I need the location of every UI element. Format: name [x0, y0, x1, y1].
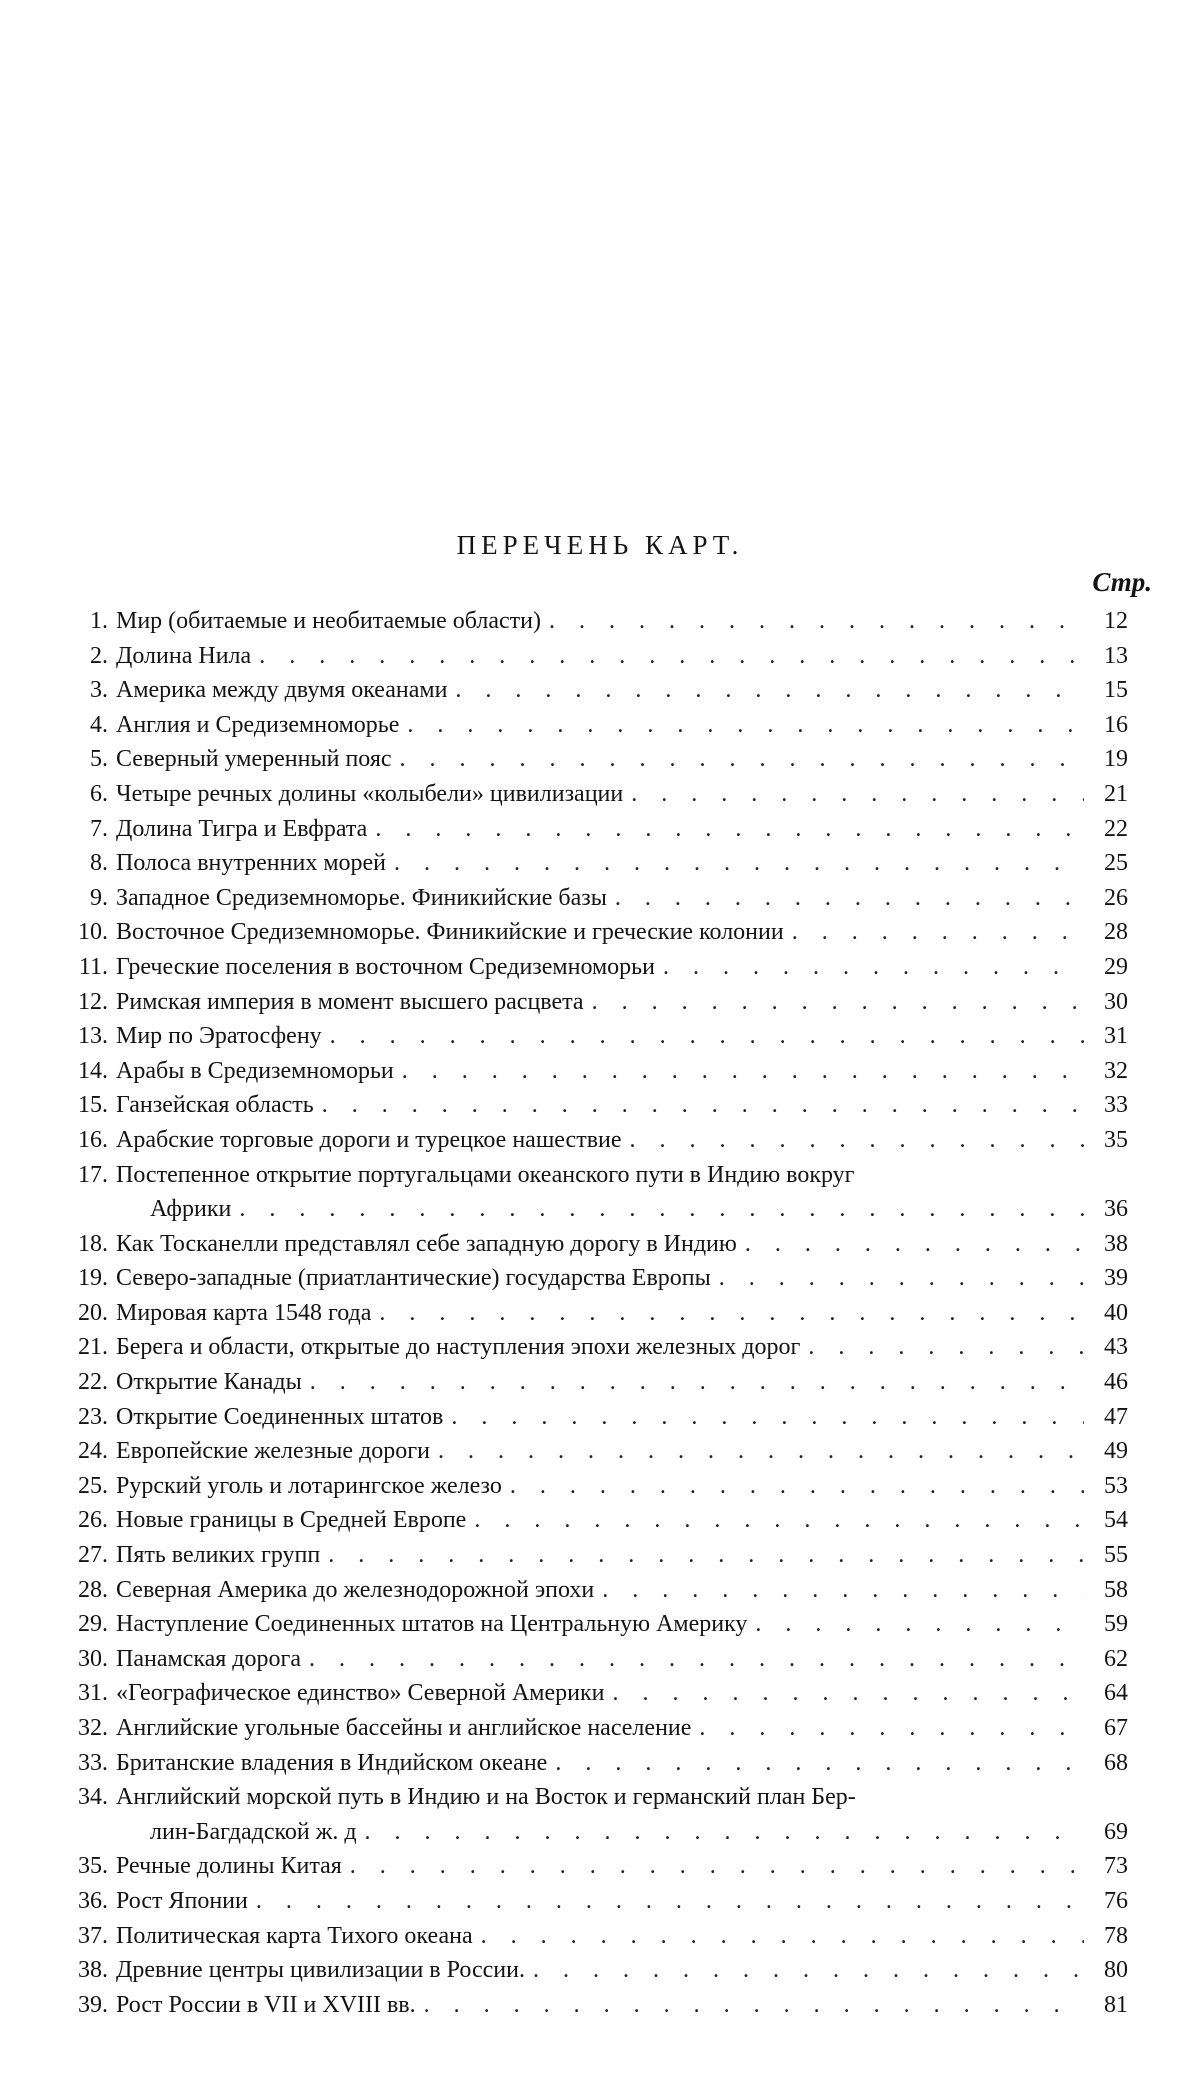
toc-entry: [56, 1849, 1128, 1884]
entry-page-number: 55: [1104, 1542, 1128, 1569]
entry-body: [116, 985, 1128, 1020]
entry-title: Пять великих групп: [116, 1542, 321, 1569]
entry-body: [116, 1642, 1128, 1677]
entry-title: Как Тосканелли представлял себе западную дорогу в Индию: [116, 1230, 737, 1257]
toc-entry: [56, 742, 1128, 777]
dot-leader: [547, 1746, 1084, 1781]
entry-number: 18.: [78, 1230, 108, 1257]
entry-page-number: 62: [1104, 1645, 1128, 1672]
entry-title: Древние центры цивилизации в России.: [116, 1957, 525, 1984]
entry-page-number: 53: [1104, 1472, 1128, 1499]
entry-number: 39.: [78, 1991, 108, 2018]
entry-number: 17.: [78, 1161, 108, 1188]
entry-number: 35.: [78, 1853, 108, 1880]
dot-leader: [447, 673, 1084, 708]
entry-title: Полоса внутренних морей: [116, 850, 387, 877]
entry-title: Рурский уголь и лотарингское железо: [116, 1472, 502, 1499]
entry-number: 24.: [78, 1438, 108, 1465]
dot-leader: [416, 1988, 1084, 2023]
entry-body: [116, 915, 1128, 950]
entry-number: 12.: [78, 988, 108, 1015]
entry-body: [116, 881, 1128, 916]
entry-page-number: 47: [1104, 1403, 1128, 1430]
dot-leader: [322, 1019, 1084, 1054]
toc-entry: [56, 1330, 1128, 1365]
entry-body: [116, 1746, 1128, 1781]
entry-body: [116, 1573, 1128, 1608]
toc-entry: [56, 915, 1128, 950]
dot-leader: [466, 1503, 1084, 1538]
entry-title: Северная Америка до железнодорожной эпохи: [116, 1576, 595, 1603]
entry-body: [116, 1919, 1128, 1954]
dot-leader: [605, 1676, 1085, 1711]
entry-title: Америка между двумя океанами: [116, 677, 448, 704]
dot-leader: [399, 708, 1084, 743]
entry-title-continued: Африки: [150, 1196, 232, 1223]
toc-entry: [56, 1434, 1128, 1469]
entry-body: [116, 1054, 1128, 1089]
dot-leader: [800, 1330, 1084, 1365]
entry-number: 28.: [78, 1576, 108, 1603]
entry-body: [116, 708, 1128, 743]
toc-entry: [56, 1538, 1128, 1573]
entry-title: Арабы в Средиземноморьи: [116, 1057, 394, 1084]
dot-leader: [430, 1434, 1084, 1469]
entry-body: [116, 950, 1128, 985]
toc-entry: [56, 1711, 1128, 1746]
entry-page-number: 38: [1104, 1230, 1128, 1257]
entry-title: Английские угольные бассейны и английское население: [116, 1715, 692, 1741]
toc-entry: [56, 1019, 1128, 1054]
toc-entry: [56, 1988, 1128, 2023]
entry-number: 21.: [78, 1334, 108, 1361]
entry-body: [116, 1711, 1128, 1746]
entry-title: Северный умеренный пояс: [116, 746, 392, 773]
entry-body: [116, 1227, 1128, 1262]
entry-number: 27.: [78, 1542, 108, 1569]
entry-page-number: 35: [1104, 1126, 1128, 1153]
entry-body: [116, 1884, 1128, 1919]
entry-title: Рост Японии: [116, 1887, 248, 1914]
entry-page-number: 16: [1104, 711, 1128, 738]
entry-body: [116, 1330, 1128, 1365]
toc-entry: [56, 1573, 1128, 1608]
entry-title: Мировая карта 1548 года: [116, 1299, 372, 1326]
dot-leader: [302, 1365, 1084, 1400]
dot-leader: [248, 1884, 1084, 1919]
dot-leader: [622, 1123, 1084, 1158]
entry-body: [116, 1434, 1128, 1469]
toc-entry: [56, 1953, 1128, 1988]
entry-page-number: 36: [1104, 1196, 1128, 1223]
entry-page-number: 80: [1104, 1957, 1128, 1984]
entry-continuation: [116, 1815, 1128, 1850]
entry-body: [116, 846, 1128, 881]
entry-body: [116, 1988, 1128, 2023]
entry-title: Четыре речных долины «колыбели» цивилизации: [116, 780, 624, 807]
entry-title: Речные долины Китая: [116, 1853, 342, 1880]
entry-number: 38.: [78, 1957, 108, 1984]
entry-title: Англия и Средиземноморье: [116, 711, 400, 738]
toc-entry: [56, 1780, 1128, 1849]
entry-title: Новые границы в Средней Европе: [116, 1507, 467, 1534]
dot-leader: [541, 604, 1084, 639]
entry-body: [116, 1365, 1128, 1400]
entry-page-number: 39: [1104, 1265, 1128, 1292]
entry-body: [116, 604, 1128, 639]
entry-title: Западное Средиземноморье. Финикийские базы: [116, 884, 607, 911]
entry-page-number: 28: [1104, 919, 1128, 946]
entry-title: Политическая карта Тихого океана: [116, 1922, 473, 1949]
toc-entry: [56, 1884, 1128, 1919]
entry-title: Рост России в VII и XVIII вв.: [116, 1991, 416, 2018]
entry-continuation: [116, 1192, 1128, 1227]
dot-leader: [371, 1296, 1084, 1331]
entry-page-number: 31: [1104, 1023, 1128, 1050]
entry-body: [116, 1849, 1128, 1884]
entry-number: 7.: [90, 815, 108, 842]
entry-body: [116, 1019, 1128, 1054]
entry-page-number: 21: [1104, 780, 1128, 807]
toc-entry: [56, 881, 1128, 916]
dot-leader: [231, 1192, 1084, 1227]
entry-body: [116, 1503, 1128, 1538]
entry-number: 11.: [78, 953, 108, 980]
entry-body: [116, 1296, 1128, 1331]
toc-entry: [56, 1676, 1128, 1711]
toc-entry: [56, 639, 1128, 674]
entry-body: [116, 742, 1128, 777]
entry-page-number: 49: [1104, 1438, 1128, 1465]
entry-page-number: 25: [1104, 850, 1128, 877]
entry-page-number: 19: [1104, 746, 1128, 773]
entry-number: 16.: [78, 1126, 108, 1153]
entry-title: Мир по Эратосфену: [116, 1023, 322, 1050]
entry-body: [116, 1607, 1128, 1642]
dot-leader: [357, 1815, 1084, 1850]
entry-number: 8.: [90, 850, 108, 877]
toc-entry: [56, 604, 1128, 639]
dot-leader: [584, 985, 1084, 1020]
entry-number: 2.: [90, 642, 108, 669]
toc-entry: [56, 1607, 1128, 1642]
entry-body: [116, 1780, 1128, 1849]
entry-title: Мир (обитаемые и необитаемые области): [116, 608, 541, 634]
entry-page-number: 29: [1104, 953, 1128, 980]
entry-title: Долина Нила: [116, 642, 252, 669]
toc-entry: [56, 673, 1128, 708]
entry-body: [116, 1261, 1128, 1296]
entry-page-number: 13: [1104, 642, 1128, 669]
toc-entry: [56, 1054, 1128, 1089]
entry-title: Британские владения в Индийском океане: [116, 1749, 548, 1776]
dot-leader: [314, 1088, 1084, 1123]
entry-body: [116, 812, 1128, 847]
entry-title: Восточное Средиземноморье. Финикийские и греческие колонии: [116, 919, 784, 946]
entry-number: 26.: [78, 1507, 108, 1534]
toc-entry: [56, 1158, 1128, 1227]
toc-entry: [56, 1503, 1128, 1538]
toc-entry: [56, 1469, 1128, 1504]
entry-page-number: 15: [1104, 677, 1128, 704]
dot-leader: [711, 1261, 1084, 1296]
entry-body: [116, 1123, 1128, 1158]
entry-page-number: 59: [1104, 1611, 1128, 1638]
toc-entry: [56, 1365, 1128, 1400]
entry-title: Греческие поселения в восточном Средиземноморьи: [116, 953, 655, 980]
entry-number: 37.: [78, 1922, 108, 1949]
dot-leader: [502, 1469, 1084, 1504]
entry-number: 14.: [78, 1057, 108, 1084]
toc-entry: [56, 846, 1128, 881]
entry-page-number: 69: [1104, 1818, 1128, 1845]
entry-title: Берега и области, открытые до наступления эпохи железных дорог: [116, 1334, 801, 1361]
entry-page-number: 54: [1104, 1507, 1128, 1534]
dot-leader: [320, 1538, 1084, 1573]
toc-entry: [56, 1400, 1128, 1435]
toc-entry: [56, 1261, 1128, 1296]
entry-number: 4.: [90, 711, 108, 738]
toc-entry: [56, 1088, 1128, 1123]
entry-number: 23.: [78, 1403, 108, 1430]
toc-entry: [56, 777, 1128, 812]
entry-number: 22.: [78, 1369, 108, 1396]
table-of-contents: [56, 604, 1128, 2022]
entry-number: 32.: [78, 1715, 108, 1741]
entry-title: Европейские железные дороги: [116, 1438, 430, 1465]
entry-title: Панамская дорога: [116, 1645, 302, 1672]
entry-title-continued: лин-Багдадской ж. д: [150, 1818, 357, 1845]
dot-leader: [623, 777, 1084, 812]
entry-page-number: 43: [1104, 1334, 1128, 1361]
entry-body: [116, 1469, 1128, 1504]
entry-title: Арабские торговые дороги и турецкое нашествие: [116, 1126, 622, 1153]
entry-number: 31.: [78, 1680, 108, 1707]
entry-body: [116, 673, 1128, 708]
entry-body: [116, 1953, 1128, 1988]
entry-number: 30.: [78, 1645, 108, 1672]
entry-page-number: 26: [1104, 884, 1128, 911]
entry-body: [116, 1088, 1128, 1123]
entry-page-number: 40: [1104, 1299, 1128, 1326]
toc-entry: [56, 1919, 1128, 1954]
dot-leader: [525, 1953, 1084, 1988]
entry-number: 34.: [78, 1784, 108, 1811]
toc-entry: [56, 812, 1128, 847]
entry-number: 15.: [78, 1092, 108, 1119]
toc-entry: [56, 1227, 1128, 1262]
entry-title: Наступление Соединенных штатов на Центральную Америку: [116, 1611, 748, 1638]
entry-number: 29.: [78, 1611, 108, 1638]
toc-entry: [56, 950, 1128, 985]
dot-leader: [737, 1227, 1084, 1262]
dot-leader: [392, 742, 1084, 777]
entry-page-number: 68: [1104, 1749, 1128, 1776]
entry-title: Английский морской путь в Индию и на Восток и германский план Бер-: [116, 1784, 856, 1811]
entry-title: Постепенное открытие португальцами океанского пути в Индию вокруг: [116, 1161, 855, 1188]
entry-page-number: 78: [1104, 1922, 1128, 1949]
entry-number: 10.: [78, 919, 108, 946]
entry-body: [116, 1400, 1128, 1435]
dot-leader: [594, 1573, 1084, 1608]
dot-leader: [691, 1711, 1084, 1746]
dot-leader: [251, 639, 1084, 674]
entry-page-number: 73: [1104, 1853, 1128, 1880]
dot-leader: [394, 1054, 1084, 1089]
entry-body: [116, 1158, 1128, 1227]
entry-page-number: 30: [1104, 988, 1128, 1015]
entry-number: 9.: [90, 884, 108, 911]
toc-entry: [56, 1642, 1128, 1677]
entry-number: 5.: [90, 746, 108, 773]
dot-leader: [443, 1400, 1084, 1435]
entry-number: 6.: [90, 780, 108, 807]
dot-leader: [301, 1642, 1084, 1677]
entry-page-number: 33: [1104, 1092, 1128, 1119]
entry-body: [116, 777, 1128, 812]
dot-leader: [747, 1607, 1084, 1642]
entry-page-number: 67: [1104, 1715, 1128, 1741]
entry-body: [116, 1538, 1128, 1573]
entry-page-number: 32: [1104, 1057, 1128, 1084]
toc-entry: [56, 1296, 1128, 1331]
entry-page-number: 22: [1104, 815, 1128, 842]
toc-entry: [56, 708, 1128, 743]
page-column-header: Стр.: [1092, 567, 1152, 597]
entry-body: [116, 639, 1128, 674]
entry-title: Северо-западные (приатлантические) государства Европы: [116, 1265, 711, 1292]
entry-title: Римская империя в момент высшего расцвета: [116, 988, 584, 1015]
entry-title: Долина Тигра и Евфрата: [116, 815, 368, 842]
entry-page-number: 46: [1104, 1369, 1128, 1396]
entry-title: Ганзейская область: [116, 1092, 314, 1119]
entry-number: 33.: [78, 1749, 108, 1776]
dot-leader: [607, 881, 1084, 916]
entry-number: 20.: [78, 1299, 108, 1326]
entry-page-number: 58: [1104, 1576, 1128, 1603]
entry-page-number: 76: [1104, 1887, 1128, 1914]
dot-leader: [473, 1919, 1084, 1954]
entry-page-number: 64: [1104, 1680, 1128, 1707]
dot-leader: [655, 950, 1084, 985]
entry-page-number: 81: [1104, 1991, 1128, 2018]
entry-number: 36.: [78, 1887, 108, 1914]
entry-body: [116, 1676, 1128, 1711]
toc-entry: [56, 1123, 1128, 1158]
entry-number: 19.: [78, 1265, 108, 1292]
dot-leader: [386, 846, 1084, 881]
entry-title: Открытие Канады: [116, 1369, 302, 1396]
entry-number: 1.: [90, 608, 108, 634]
entry-number: 3.: [90, 677, 108, 704]
toc-entry: [56, 1746, 1128, 1781]
dot-leader: [784, 915, 1084, 950]
entry-number: 25.: [78, 1472, 108, 1499]
dot-leader: [342, 1849, 1084, 1884]
entry-title: «Географическое единство» Северной Америки: [116, 1680, 605, 1707]
toc-entry: [56, 985, 1128, 1020]
dot-leader: [367, 812, 1084, 847]
entry-number: 13.: [78, 1023, 108, 1050]
entry-title: Открытие Соединенных штатов: [116, 1403, 444, 1430]
entry-page-number: 12: [1104, 608, 1128, 634]
page-title: ПЕРЕЧЕНЬ КАРТ.: [456, 530, 744, 560]
